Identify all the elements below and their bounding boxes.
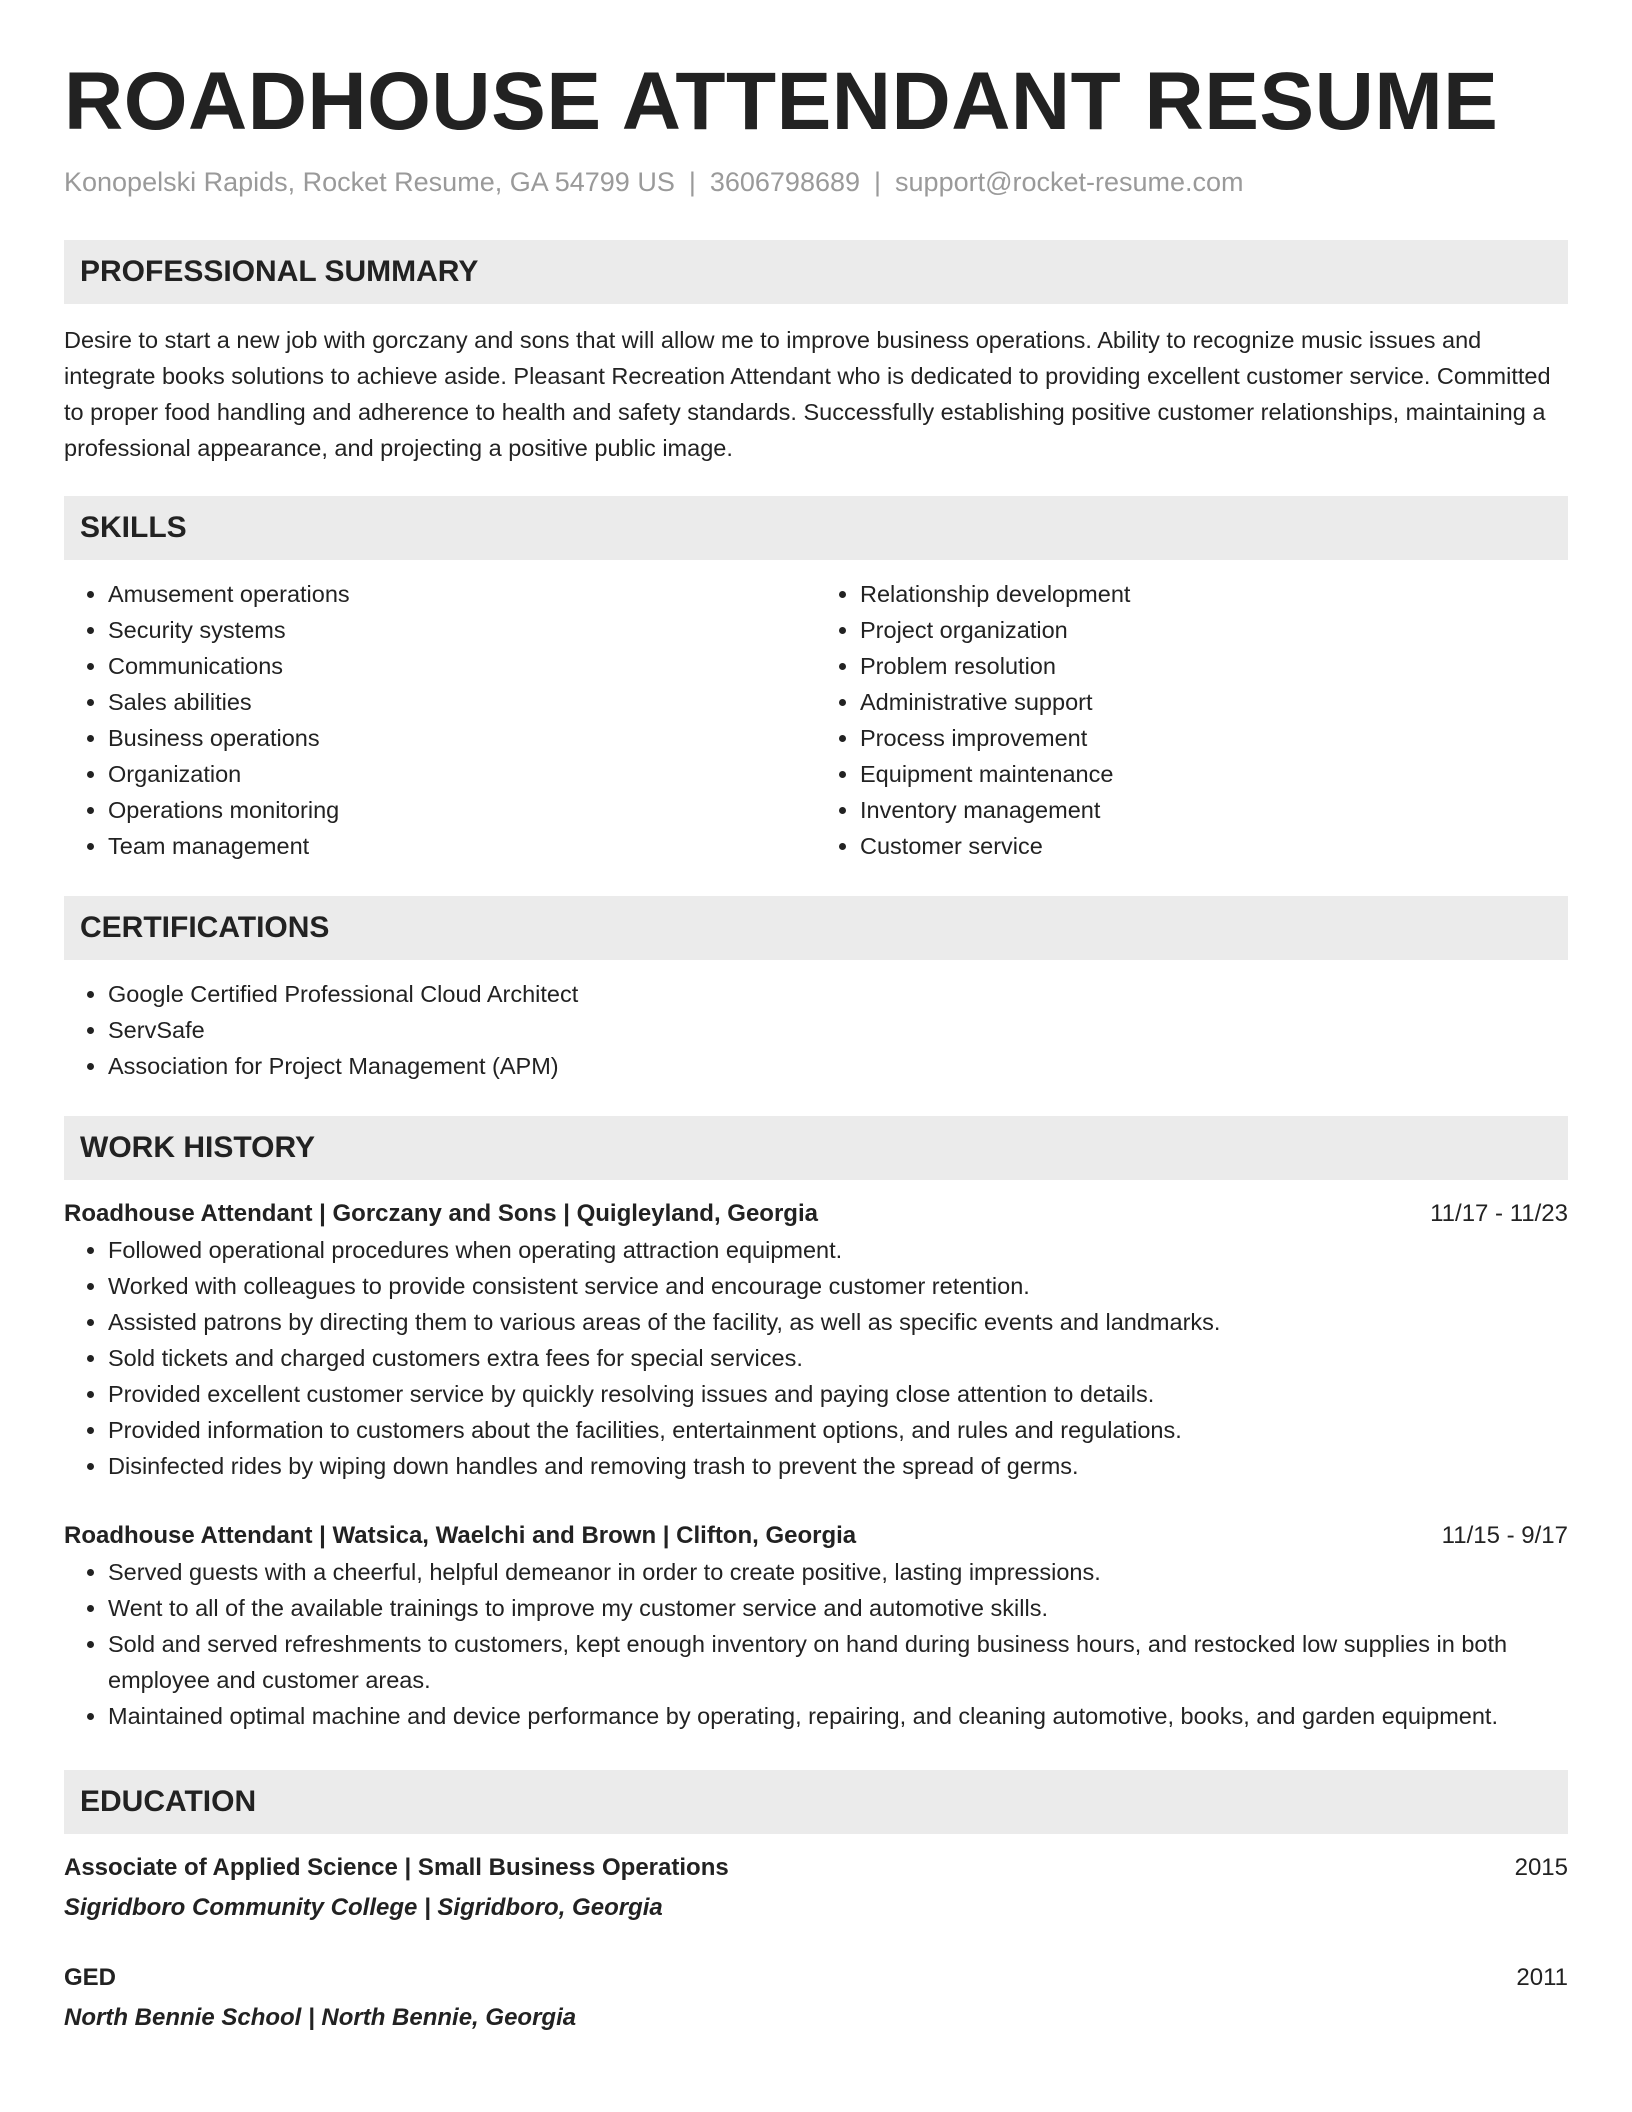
education-year: 2015 <box>1514 1854 1568 1881</box>
education-degree: GED <box>64 1964 117 1991</box>
contact-separator: | <box>688 167 696 197</box>
skill-item: • Inventory management <box>860 792 1568 828</box>
education-header <box>64 1850 1568 1886</box>
job-duty: • Sold tickets and charged customers extra fees for special services. <box>108 1340 1568 1376</box>
skill-item: • Customer service <box>860 828 1568 864</box>
section-header-skills: SKILLS <box>64 496 1568 560</box>
skill-item: • Project organization <box>860 612 1568 648</box>
education-school: North Bennie School | North Bennie, Georgia <box>64 2004 577 2031</box>
job-duty: • Assisted patrons by directing them to various areas of the facility, as well as specific events and landmarks. <box>108 1304 1568 1340</box>
skills-list-left <box>64 576 816 864</box>
certification-item: • Google Certified Professional Cloud Architect <box>108 976 1568 1012</box>
job-duty: • Sold and served refreshments to customers, kept enough inventory on hand during business hours, and restocked low supplies in both employee and customer areas. <box>108 1626 1568 1698</box>
skill-item: • Amusement operations <box>108 576 816 612</box>
job-duties-list <box>64 1554 1568 1734</box>
contact-line <box>64 164 1568 200</box>
skill-item: • Sales abilities <box>108 684 816 720</box>
job-dates: 11/15 - 9/17 <box>1441 1522 1568 1549</box>
section-header-summary: PROFESSIONAL SUMMARY <box>64 240 1568 304</box>
job-duty: • Maintained optimal machine and device performance by operating, repairing, and cleaning automotive, books, and garden equipment. <box>108 1698 1568 1734</box>
skill-item: • Communications <box>108 648 816 684</box>
skill-item: • Problem resolution <box>860 648 1568 684</box>
contact-address: Konopelski Rapids, Rocket Resume, GA 54799 US <box>64 167 675 197</box>
certification-item: • Association for Project Management (APM) <box>108 1048 1568 1084</box>
education-year: 2011 <box>1516 1964 1568 1991</box>
contact-separator: | <box>874 167 882 197</box>
skill-item: • Administrative support <box>860 684 1568 720</box>
certifications-list <box>64 976 1568 1084</box>
job-duty: • Served guests with a cheerful, helpful demeanor in order to create positive, lasting impressions. <box>108 1554 1568 1590</box>
resume-title: ROADHOUSE ATTENDANT RESUME <box>64 56 1499 147</box>
job-header <box>64 1518 1568 1554</box>
skills-columns <box>64 576 1568 864</box>
skill-item: • Operations monitoring <box>108 792 816 828</box>
certification-item: • ServSafe <box>108 1012 1568 1048</box>
contact-phone: 3606798689 <box>709 167 861 197</box>
section-header-certifications: CERTIFICATIONS <box>64 896 1568 960</box>
skill-item: • Equipment maintenance <box>860 756 1568 792</box>
education-degree: Associate of Applied Science | Small Business Operations <box>64 1854 729 1881</box>
education-school: Sigridboro Community College | Sigridboro, Georgia <box>64 1894 663 1921</box>
skill-item: • Security systems <box>108 612 816 648</box>
job-duty: • Worked with colleagues to provide consistent service and encourage customer retention. <box>108 1268 1568 1304</box>
job-header <box>64 1196 1568 1232</box>
education-header <box>64 1960 1568 1996</box>
job-duties-list <box>64 1232 1568 1484</box>
summary-text: Desire to start a new job with gorczany and sons that will allow me to improve business operations. Ability to recognize music issues and integrate books solutions to achieve aside. Pleasant Recreation Attendant who is dedicated to providing excellent customer service. Committed to proper food handling and adherence to health and safety standards. Successfully establishing positive customer relationships, maintaining a professional appearance, and projecting a positive public image. <box>64 327 1551 461</box>
skill-item: • Business operations <box>108 720 816 756</box>
skill-item: • Organization <box>108 756 816 792</box>
contact-email: support@rocket-resume.com <box>895 167 1244 197</box>
job-duty: • Provided excellent customer service by quickly resolving issues and paying close attention to details. <box>108 1376 1568 1412</box>
section-header-education: EDUCATION <box>64 1770 1568 1834</box>
resume-page <box>64 52 1568 2036</box>
job-duty: • Provided information to customers about the facilities, entertainment options, and rules and regulations. <box>108 1412 1568 1448</box>
skill-item: • Process improvement <box>860 720 1568 756</box>
job-title: Roadhouse Attendant | Watsica, Waelchi and Brown | Clifton, Georgia <box>64 1522 857 1549</box>
job-duty: • Went to all of the available trainings to improve my customer service and automotive skills. <box>108 1590 1568 1626</box>
skills-list-right <box>816 576 1568 864</box>
skill-item: • Team management <box>108 828 816 864</box>
job-duty: • Disinfected rides by wiping down handles and removing trash to prevent the spread of germs. <box>108 1448 1568 1484</box>
skill-item: • Relationship development <box>860 576 1568 612</box>
job-duty: • Followed operational procedures when operating attraction equipment. <box>108 1232 1568 1268</box>
job-dates: 11/17 - 11/23 <box>1430 1200 1568 1227</box>
job-title: Roadhouse Attendant | Gorczany and Sons | Quigleyland, Georgia <box>64 1200 818 1227</box>
section-header-work-history: WORK HISTORY <box>64 1116 1568 1180</box>
